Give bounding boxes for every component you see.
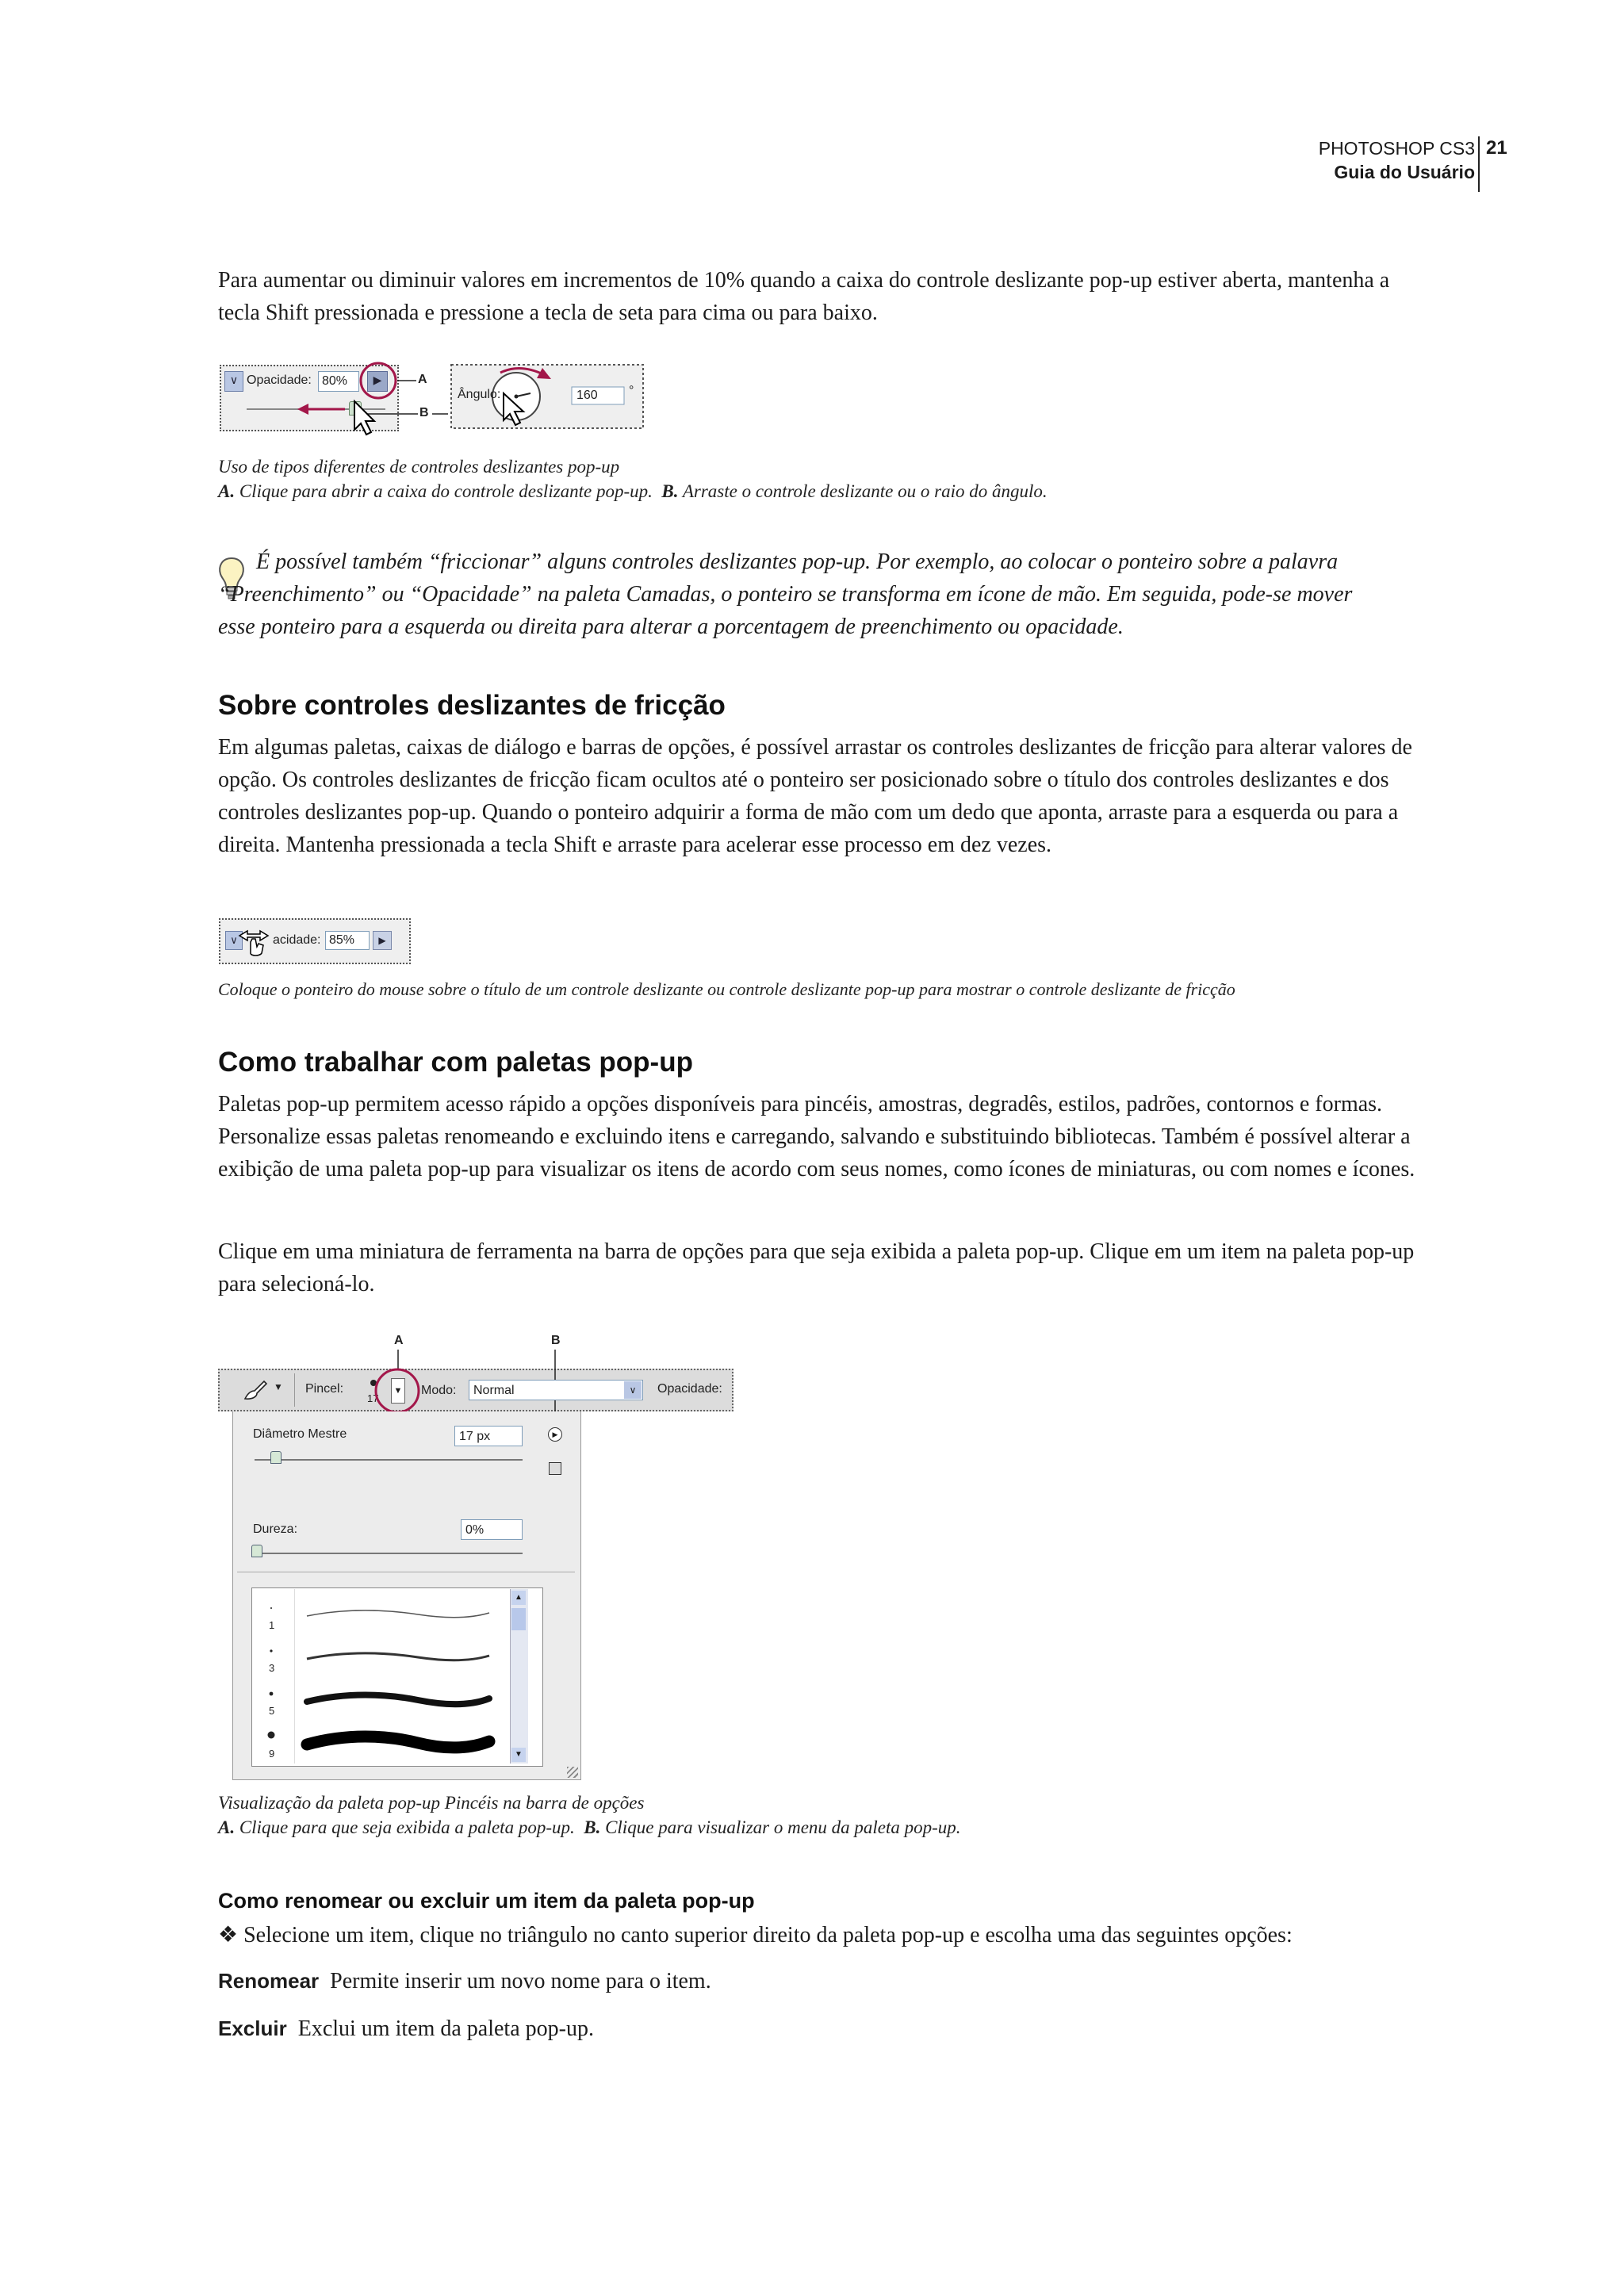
- callout-a-label: A: [418, 373, 427, 386]
- caption-a-letter: A.: [218, 481, 236, 501]
- friction-value: 85%: [329, 933, 355, 947]
- intro-paragraph: Para aumentar ou diminuir valores em incrementos de 10% quando a caixa do controle deslizante pop-up estiver aberta, mantenha a tecla Shift pressionada e pressione a tecla de seta para cima ou para baixo.: [218, 268, 1390, 325]
- header-guide: Guia do Usuário: [1334, 162, 1475, 182]
- procedure-heading: Como renomear ou excluir um item da paleta pop-up: [218, 1889, 755, 1913]
- angle-value[interactable]: 160: [576, 389, 598, 402]
- figure3-caption-a-letter: A.: [218, 1817, 236, 1837]
- drag-arrow-head: [297, 404, 308, 415]
- popup-slider-button[interactable]: ▶: [367, 371, 388, 392]
- brush-size-5: 5: [269, 1705, 275, 1717]
- section-heading-popup-palettes: Como trabalhar com paletas pop-up: [218, 1047, 693, 1078]
- brush-dot-3: [270, 1649, 272, 1652]
- brush-stroke-9: [307, 1737, 489, 1748]
- procedure-step: [218, 1919, 1423, 1951]
- hardness-slider-thumb[interactable]: [251, 1545, 262, 1557]
- resize-grip-icon[interactable]: [567, 1767, 578, 1778]
- option-rename-term: Renomear: [218, 1969, 320, 1993]
- option-delete: [218, 2013, 1423, 2045]
- bar-opacity-label: Opacidade:: [657, 1382, 722, 1396]
- degree-symbol: °: [629, 384, 634, 397]
- header-product: PHOTOSHOP CS3: [1318, 138, 1475, 159]
- mode-value: Normal: [473, 1384, 515, 1397]
- caption-a-text: Clique para abrir a caixa do controle deslizante pop-up.: [239, 481, 653, 501]
- brush-size-3: 3: [269, 1662, 275, 1674]
- chevron-down-icon: ∨: [624, 1381, 642, 1399]
- section-heading-friction-sliders: Sobre controles deslizantes de fricção: [218, 690, 726, 721]
- popup-slider-button[interactable]: ▶: [373, 931, 392, 950]
- master-diameter-field[interactable]: [454, 1426, 523, 1446]
- brush-size-1: 1: [269, 1619, 275, 1631]
- figure-brush-popup: [218, 1324, 741, 1784]
- brush-dot-5: [270, 1692, 274, 1696]
- brush-strokes: [251, 1587, 513, 1765]
- running-header: [1237, 136, 1475, 184]
- figure2-caption: Coloque o ponteiro do mouse sobre o título de um controle deslizante ou controle deslizante pop-up para mostrar o controle deslizante de fricção: [218, 979, 1235, 999]
- tool-preset-arrow-icon[interactable]: ▼: [274, 1381, 283, 1392]
- friction-label[interactable]: acidade:: [273, 933, 321, 947]
- brush-stroke-5: [307, 1695, 489, 1705]
- page-number: 21: [1486, 137, 1507, 159]
- opacity-label: Opacidade:: [247, 373, 312, 387]
- figure3-caption-a-text: Clique para que seja exibida a paleta pop-up.: [239, 1817, 575, 1837]
- tip-text: É possível também “friccionar” alguns controles deslizantes pop-up. Por exemplo, ao colocar o ponteiro sobre a palavra “Preenchimento” ou “Opacidade” na paleta Camadas, o ponteiro se transforma em ícone de mão. Em seguida, pode-se mover esse ponteiro para a esquerda ou direita para alterar a porcentagem de preenchimento ou opacidade.: [218, 550, 1353, 639]
- cursor-arrow-icon: [354, 401, 374, 435]
- figure1-caption-title: Uso de tipos diferentes de controles deslizantes pop-up: [218, 457, 620, 477]
- brush-dot-9: [268, 1732, 275, 1739]
- scroll-down-icon[interactable]: ▼: [511, 1748, 526, 1762]
- angle-label: Ângulo:: [458, 388, 501, 401]
- scroll-thumb[interactable]: [511, 1608, 526, 1630]
- header-divider: [1478, 136, 1480, 192]
- brush-picker-button[interactable]: ▼: [391, 1378, 405, 1404]
- opacity-value: 80%: [322, 374, 348, 388]
- scroll-up-icon[interactable]: ▲: [511, 1591, 526, 1605]
- palette-menu-button[interactable]: ▶: [548, 1427, 562, 1442]
- figure3-caption: [218, 1790, 1408, 1840]
- caption-b-text: Arraste o controle deslizante ou o raio do ângulo.: [682, 481, 1048, 501]
- chevron-down-icon[interactable]: ∨: [225, 931, 243, 950]
- option-rename: [218, 1965, 1423, 1997]
- figure-popup-sliders: [218, 357, 662, 436]
- figure-friction-slider: [219, 918, 411, 964]
- callout-circle-brush: [376, 1369, 419, 1412]
- section2-paragraph2: Clique em uma miniatura de ferramenta na barra de opções para que seja exibida a paleta pop-up. Clique em um item na paleta pop-up para selecioná-lo.: [218, 1239, 1415, 1296]
- figure3-caption-title: Visualização da paleta pop-up Pincéis na barra de opções: [218, 1793, 645, 1813]
- brush-label: Pincel:: [305, 1382, 344, 1396]
- brush-stroke-1: [307, 1610, 489, 1618]
- hardness-label: Dureza:: [253, 1522, 298, 1536]
- figure3-callout-a: A: [394, 1334, 404, 1347]
- chevron-down-icon[interactable]: ∨: [224, 371, 243, 392]
- new-preset-icon[interactable]: [549, 1462, 561, 1475]
- brush-size-9: 9: [269, 1748, 275, 1760]
- diameter-slider-track[interactable]: [255, 1459, 523, 1461]
- callout-b-label: B: [419, 406, 429, 419]
- brush-stroke-3: [307, 1653, 489, 1660]
- section1-paragraph: Em algumas paletas, caixas de diálogo e barras de opções, é possível arrastar os controles deslizantes de fricção para alterar valores de opção. Os controles deslizantes de fricção ficam ocultos até o ponteiro ser posicionado sobre o título dos controles deslizantes e dos controles deslizantes pop-up. Quando o ponteiro adquirir a forma de mão com um dedo que aponta, arraste para a esquerda ou para a direita. Mantenha pressionada a tecla Shift e arraste para acelerar esse processo em dez vezes.: [218, 735, 1412, 857]
- figure3-caption-b-letter: B.: [584, 1817, 601, 1837]
- mode-label: Modo:: [421, 1384, 457, 1397]
- diameter-slider-thumb[interactable]: [270, 1451, 282, 1464]
- hardness-slider-track[interactable]: [255, 1553, 523, 1554]
- master-diameter-value: 17 px: [459, 1430, 491, 1443]
- procedure-step-text: Selecione um item, clique no triângulo no canto superior direito da paleta pop-up e escolha uma das seguintes opções:: [243, 1923, 1293, 1947]
- friction-value-field[interactable]: [325, 931, 370, 950]
- option-delete-desc: Exclui um item da paleta pop-up.: [297, 2016, 594, 2041]
- callout-circle-a: [361, 363, 396, 398]
- hardness-value: 0%: [465, 1523, 485, 1537]
- procedure-bullet-icon: ❖: [218, 1923, 239, 1947]
- figure3-caption-b-text: Clique para visualizar o menu da paleta pop-up.: [605, 1817, 961, 1837]
- figure3-callout-b: B: [551, 1334, 561, 1347]
- mode-select[interactable]: [469, 1380, 643, 1400]
- brush-dot-1: [270, 1607, 272, 1609]
- hand-pointer-icon: [236, 926, 273, 958]
- brush-size-value: 17: [367, 1392, 379, 1404]
- hardness-field[interactable]: [461, 1519, 523, 1540]
- figure1-caption: [218, 454, 1408, 504]
- option-rename-desc: Permite inserir um novo nome para o item.: [330, 1969, 711, 1993]
- caption-b-letter: B.: [661, 481, 679, 501]
- section2-paragraph1: Paletas pop-up permitem acesso rápido a opções disponíveis para pincéis, amostras, degradês, estilos, padrões, contornos e formas. Personalize essas paletas renomeando e excluindo itens e carregando, salvando e substituindo bibliotecas. Também é possível alterar a exibição de uma paleta pop-up para visualizar os itens de acordo com seus nomes, como ícones de miniaturas, ou com nomes e ícones.: [218, 1092, 1415, 1181]
- option-delete-term: Excluir: [218, 2016, 287, 2040]
- master-diameter-label: Diâmetro Mestre: [253, 1427, 347, 1441]
